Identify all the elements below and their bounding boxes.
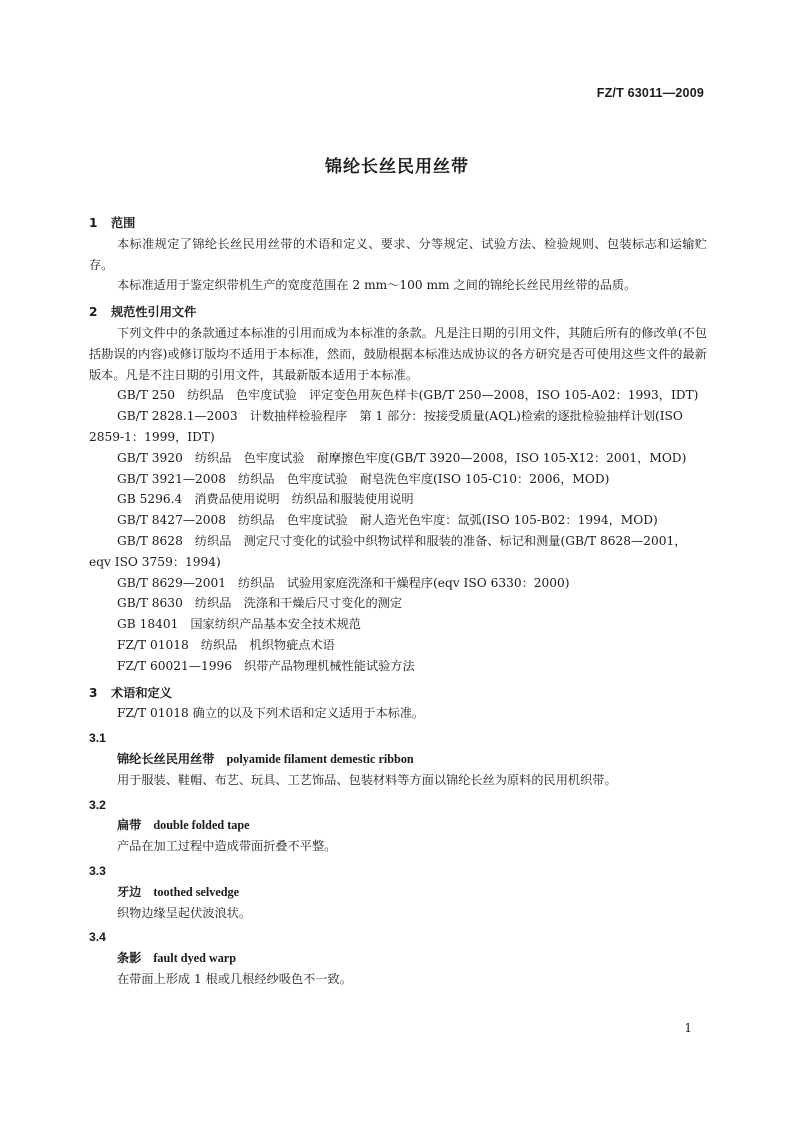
section-heading-normative-references xyxy=(89,302,707,323)
reference-code: FZ/T 01018 xyxy=(117,637,189,652)
term-definition: 产品在加工过程中造成带面折叠不平整。 xyxy=(117,839,337,854)
reference-item xyxy=(89,656,707,677)
reference-item xyxy=(89,593,707,614)
reference-item xyxy=(89,406,707,448)
paragraph: 本标准适用于鉴定织带机生产的宽度范围在 2 mm～100 mm 之间的锦纶长丝民用丝带的品质。 xyxy=(117,278,637,293)
reference-title: 纺织品 色牢度试验 耐皂洗色牢度(ISO 105-C10：2006，MOD) xyxy=(238,471,610,486)
paragraph: 下列文件中的条款通过本标准的引用而成为本标准的条款。凡是注日期的引用文件，其随后所有的修改单(不包括勘误的内容)或修订版均不适用于本标准，然而，鼓励根据本标准达成协议的各方研究是否可使用这些文件的最新版本。凡是不注日期的引用文件，其最新版本适用于本标准。 xyxy=(89,325,707,382)
paragraph: 本标准规定了锦纶长丝民用丝带的术语和定义、要求、分等规定、试验方法、检验规则、包装标志和运输贮存。 xyxy=(89,236,707,272)
paragraph: FZ/T 01018 确立的以及下列术语和定义适用于本标准。 xyxy=(117,706,425,721)
reference-code: FZ/T 60021—1996 xyxy=(117,658,233,673)
reference-code: GB 5296.4 xyxy=(117,492,183,507)
term-definition: 在带面上形成 1 根或几根经纱吸色不一致。 xyxy=(117,971,352,986)
reference-code: GB/T 2828.1—2003 xyxy=(117,409,238,424)
reference-item xyxy=(89,510,707,531)
reference-item xyxy=(89,614,707,635)
reference-item xyxy=(89,489,707,510)
clause-number: 3.4 xyxy=(89,930,106,945)
reference-code: GB/T 3920 xyxy=(117,450,183,465)
clause-number: 3.1 xyxy=(89,731,106,746)
reference-code: GB/T 250 xyxy=(117,388,176,403)
reference-title: 纺织品 色牢度试验 耐人造光色牢度：氙弧(ISO 105-B02：1994，MOD) xyxy=(238,513,658,528)
term-definition: 织物边缘呈起伏波浪状。 xyxy=(117,905,252,920)
term-zh: 扁带 xyxy=(117,818,142,833)
term-entry xyxy=(89,948,707,969)
section-number: 1 xyxy=(89,216,98,230)
reference-title: 纺织品 测定尺寸变化的试验中织物试样和服装的准备、标记和测量(GB/T 8628—2001，eqv ISO 3759：1994) xyxy=(89,533,687,569)
section-heading-terms-and-definitions xyxy=(89,683,707,704)
section-heading-scope xyxy=(89,213,707,234)
reference-code: GB/T 8630 xyxy=(117,596,183,611)
standard-code: FZ/T 63011—2009 xyxy=(596,86,704,100)
term-zh: 锦纶长丝民用丝带 xyxy=(117,751,215,766)
reference-code: GB/T 8628 xyxy=(117,533,183,548)
section-title: 术语和定义 xyxy=(111,685,172,700)
reference-title: 织带产品物理机械性能试验方法 xyxy=(244,658,415,673)
reference-code: GB/T 3921—2008 xyxy=(117,471,227,486)
reference-title: 纺织品 洗涤和干燥后尺寸变化的测定 xyxy=(194,596,403,611)
clause-number: 3.2 xyxy=(89,797,106,812)
term-en: toothed selvedge xyxy=(153,884,240,899)
reference-title: 计数抽样检验程序 第 1 部分：按接受质量(AQL)检索的逐批检验抽样计划(ISO 2859-1：1999，IDT) xyxy=(89,409,683,444)
reference-title: 纺织品 色牢度试验 耐摩擦色牢度(GB/T 3920—2008，ISO 105-X12：2001，MOD) xyxy=(194,450,687,465)
reference-item xyxy=(89,573,707,594)
section-number: 2 xyxy=(89,305,98,320)
reference-title: 消费品使用说明 纺织品和服装使用说明 xyxy=(194,492,414,507)
page-number: 1 xyxy=(684,1021,692,1035)
term-en: double folded tape xyxy=(153,818,250,833)
reference-code: GB/T 8427—2008 xyxy=(117,513,227,528)
reference-title: 纺织品 试验用家庭洗涤和干燥程序(eqv ISO 6330：2000) xyxy=(238,575,570,590)
term-definition: 用于服装、鞋帽、布艺、玩具、工艺饰品、包装材料等方面以锦纶长丝为原料的民用机织带。 xyxy=(117,772,617,787)
section-number: 3 xyxy=(89,685,98,700)
term-entry xyxy=(89,815,707,836)
section-title: 规范性引用文件 xyxy=(111,305,197,320)
reference-title: 国家纺织产品基本安全技术规范 xyxy=(190,617,361,632)
term-en: fault dyed warp xyxy=(153,951,236,966)
reference-item xyxy=(89,531,707,573)
reference-item xyxy=(89,469,707,490)
term-entry xyxy=(89,749,707,770)
reference-code: GB 18401 xyxy=(117,617,179,632)
clause-number: 3.3 xyxy=(89,863,106,878)
reference-item xyxy=(89,385,707,406)
document-body xyxy=(89,213,707,990)
reference-code: GB/T 8629—2001 xyxy=(117,575,227,590)
term-zh: 条影 xyxy=(117,951,142,966)
term-entry xyxy=(89,882,707,903)
reference-item xyxy=(89,635,707,656)
term-en: polyamide filament demestic ribbon xyxy=(226,751,414,766)
section-title: 范围 xyxy=(111,216,136,230)
document-title: 锦纶长丝民用丝带 xyxy=(325,157,469,177)
term-zh: 牙边 xyxy=(117,884,142,899)
reference-item xyxy=(89,448,707,469)
reference-title: 纺织品 机织物疵点术语 xyxy=(200,637,335,652)
reference-title: 纺织品 色牢度试验 评定变色用灰色样卡(GB/T 250—2008，ISO 105-A02：1993，IDT) xyxy=(187,388,699,403)
